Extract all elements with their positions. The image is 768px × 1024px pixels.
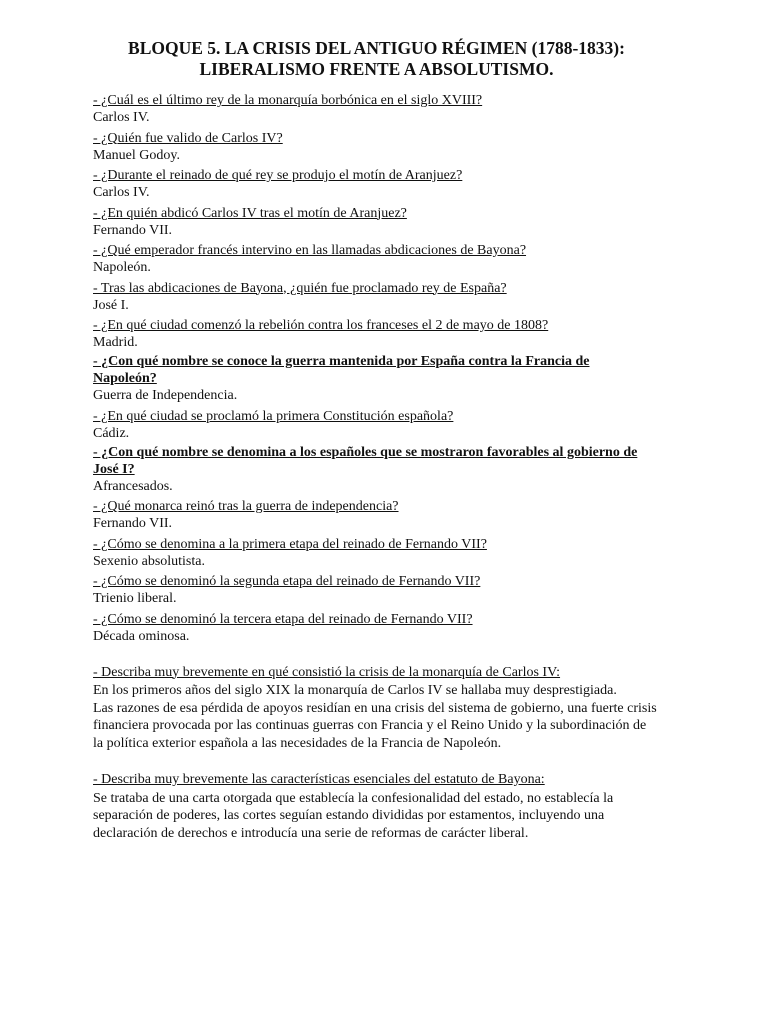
qa-item-7	[93, 315, 660, 351]
qa-item-1	[93, 90, 660, 126]
question: - ¿Cómo se denomina a la primera etapa del reinado de Fernando VII?	[93, 536, 487, 552]
question: - ¿Quién fue valido de Carlos IV?	[93, 130, 283, 146]
answer: Década ominosa.	[93, 628, 190, 644]
answer: Madrid.	[93, 335, 138, 350]
question: - ¿Durante el reinado de qué rey se produjo el motín de Aranjuez?	[93, 168, 463, 183]
answer: Fernando VII.	[93, 222, 173, 238]
question: - ¿En qué ciudad se proclamó la primera Constitución española?	[93, 408, 454, 424]
answer: Sexenio absolutista.	[93, 553, 205, 569]
essay-question: - Describa muy brevemente en qué consistió la crisis de la monarquía de Carlos IV:	[93, 664, 561, 680]
qa-item-14	[93, 609, 660, 645]
answer: Trienio liberal.	[93, 591, 177, 606]
answer: Carlos IV.	[93, 110, 150, 125]
qa-item-10	[93, 444, 660, 495]
answer: José I.	[93, 297, 129, 313]
answer: Manuel Godoy.	[93, 147, 180, 163]
question: - ¿Con qué nombre se denomina a los españoles que se mostraron favorables al gobierno de José I?	[93, 444, 638, 477]
title-line-1: BLOQUE 5. LA CRISIS DEL ANTIGUO RÉGIMEN (1788-1833):	[128, 38, 625, 58]
essay-question: - Describa muy brevemente las características esenciales del estatuto de Bayona:	[93, 772, 545, 787]
qa-item-3	[93, 165, 660, 201]
answer: Fernando VII.	[93, 516, 173, 531]
answer: Guerra de Independencia.	[93, 388, 238, 403]
question: - ¿En quién abdicó Carlos IV tras el motín de Aranjuez?	[93, 205, 407, 221]
essay-answer-paragraph: En los primeros años del siglo XIX la monarquía de Carlos IV se hallaba muy desprestigiada.	[93, 683, 617, 698]
answer: Napoleón.	[93, 260, 151, 275]
answer: Afrancesados.	[93, 478, 173, 494]
question: - ¿Qué monarca reinó tras la guerra de independencia?	[93, 499, 399, 514]
question: - ¿Cómo se denominó la tercera etapa del reinado de Fernando VII?	[93, 611, 473, 627]
question: - ¿En qué ciudad comenzó la rebelión contra los franceses el 2 de mayo de 1808?	[93, 318, 549, 333]
answer: Cádiz.	[93, 425, 130, 441]
question: - ¿Cómo se denominó la segunda etapa del reinado de Fernando VII?	[93, 574, 481, 589]
question: - ¿Cuál es el último rey de la monarquía borbónica en el siglo XVIII?	[93, 93, 483, 108]
qa-item-13	[93, 571, 660, 607]
qa-item-11	[93, 496, 660, 532]
question: - Tras las abdicaciones de Bayona, ¿quién fue proclamado rey de España?	[93, 280, 507, 296]
document-title	[93, 38, 660, 80]
question: - ¿Con qué nombre se conoce la guerra mantenida por España contra la Francia de Napoleón?	[93, 354, 590, 386]
essay-answer-paragraph: Las razones de esa pérdida de apoyos residían en una crisis del sistema de gobierno, una fuerte crisis financiera provocada por las continuas guerras con Francia y el Reino Unido y la subordinación de la política exterior española a las necesidades de la Francia de Napoleón.	[93, 700, 657, 751]
qa-item-9	[93, 406, 660, 442]
question: - ¿Qué emperador francés intervino en las llamadas abdicaciones de Bayona?	[93, 243, 527, 258]
essay-estatuto-bayona	[93, 769, 660, 842]
qa-item-12	[93, 534, 660, 570]
qa-item-5	[93, 240, 660, 276]
title-line-2: LIBERALISMO FRENTE A ABSOLUTISMO.	[199, 59, 554, 79]
qa-item-6	[93, 278, 660, 314]
answer: Carlos IV.	[93, 185, 150, 200]
qa-list	[93, 90, 660, 645]
essay-answer-paragraph: Se trataba de una carta otorgada que establecía la confesionalidad del estado, no establecía la separación de poderes, las cortes seguían estando divididas por estamentos, incluyendo una declaración de derechos e introducía una serie de reformas de carácter liberal.	[93, 790, 614, 841]
qa-item-8	[93, 353, 660, 404]
qa-item-2	[93, 128, 660, 164]
qa-item-4	[93, 203, 660, 239]
essay-carlos-iv	[93, 662, 660, 753]
